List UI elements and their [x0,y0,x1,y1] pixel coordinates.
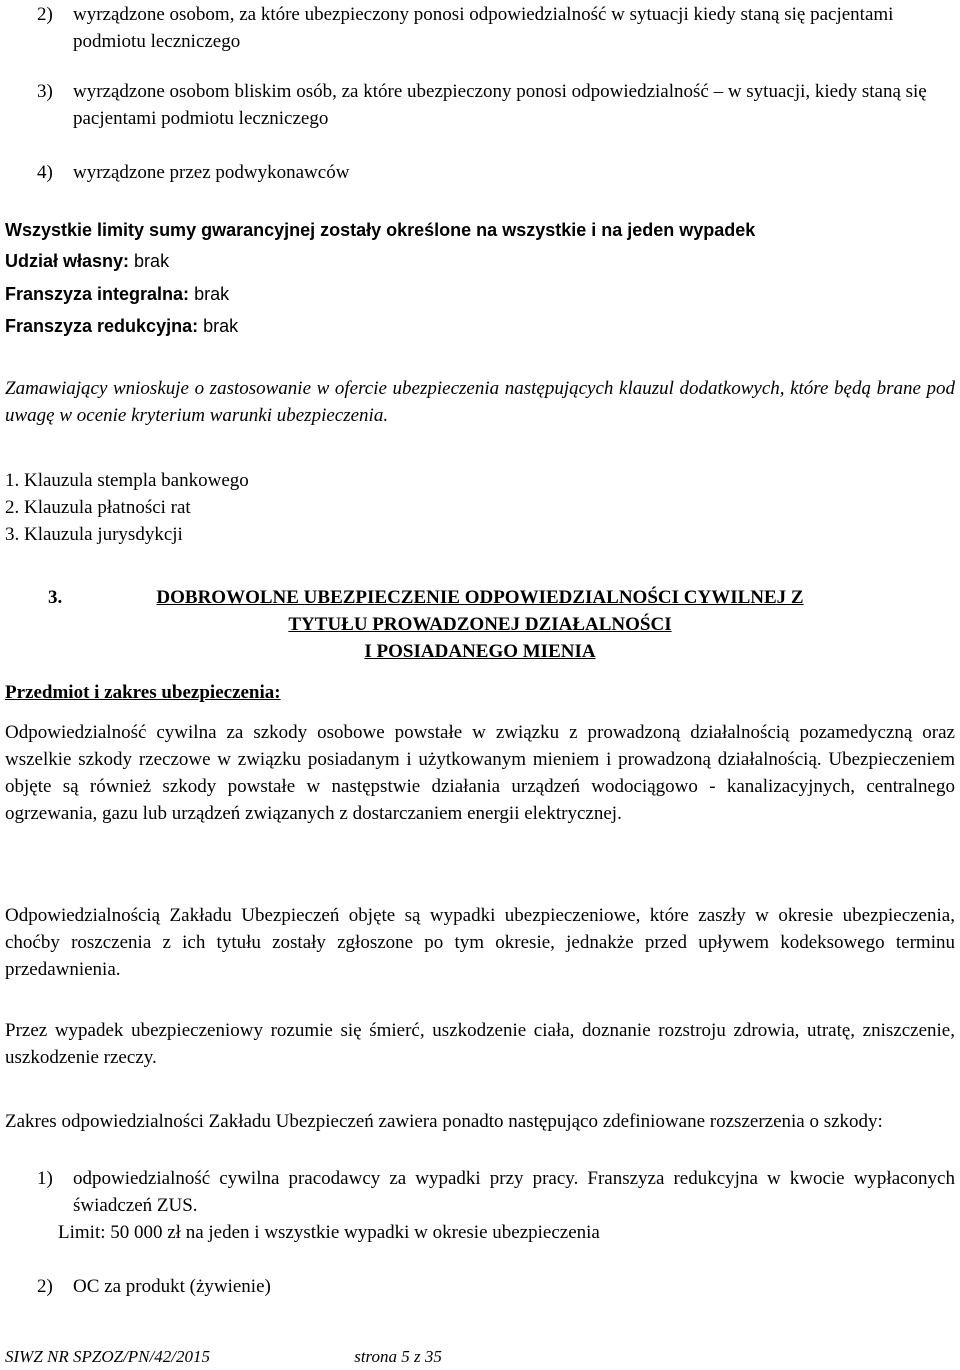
list-text: OC za produkt (żywienie) [73,1276,271,1297]
list-number: 3) [37,81,53,102]
deductible-label: Franszyza integralna: [5,284,190,304]
subheading: Przedmiot i zakres ubezpieczenia: [5,682,281,703]
page-footer [5,1343,442,1370]
deductible-value: brak [194,284,230,304]
limit-note: Limit: 50 000 zł na jeden i wszystkie wypadki w okresie ubezpieczenia [58,1222,600,1243]
list-item: 2. Klauzula płatności rat [5,497,191,518]
deductible-label: Franszyza redukcyjna: [5,316,199,336]
deductible-value: brak [203,316,239,336]
clauses-list [5,467,605,548]
clauses-intro: Zamawiający wnioskuje o zastosowanie w ofercie ubezpieczenia następujących klauzul dodatkowych, które będą brane pod uwagę w ocenie kryterium warunki ubezpieczenia. [5,378,955,426]
document-reference: SIWZ NR SPZOZ/PN/42/2015 [5,1347,210,1366]
deductible-own [5,248,955,275]
section-title-line: TYTUŁU PROWADZONEJ DZIAŁALNOŚCI [288,614,672,635]
deductible-value: brak [134,251,170,271]
paragraph: Odpowiedzialnością Zakładu Ubezpieczeń objęte są wypadki ubezpieczeniowe, które zaszły w okresie ubezpieczenia, choćby roszczenia z ich tytułu zostały zgłoszone po tym okresie, jednakże przed upływem kodeksowego terminu przedawnienia. [5,905,955,980]
list-text: odpowiedzialność cywilna pracodawcy za wypadki przy pracy. Franszyza redukcyjna w kwocie wypłaconych świadczeń ZUS. [73,1168,955,1216]
list-item [37,159,955,186]
list-text: wyrządzone osobom bliskim osób, za które ubezpieczony ponosi odpowiedzialność – w sytuacji, kiedy staną się pacjentami podmiotu leczniczego [73,81,927,129]
paragraph: Przez wypadek ubezpieczeniowy rozumie się śmierć, uszkodzenie ciała, doznanie rozstroju zdrowia, utratę, zniszczenie, uszkodzenie rzeczy. [5,1020,955,1068]
list-item [37,1,955,55]
list-item: 1. Klauzula stempla bankowego [5,470,249,491]
deductible-label: Udział własny: [5,251,130,271]
list-text: wyrządzone osobom, za które ubezpieczony ponosi odpowiedzialność w sytuacji kiedy staną się pacjentami podmiotu leczniczego [73,4,894,52]
section-title-line: DOBROWOLNE UBEZPIECZENIE ODPOWIEDZIALNOŚCI CYWILNEJ Z [156,587,804,608]
page-number: strona 5 z 35 [354,1347,442,1366]
list-item [37,1165,955,1219]
list-item: 3. Klauzula jurysdykcji [5,524,183,545]
deductible-reducing [5,313,955,340]
paragraph: Odpowiedzialność cywilna za szkody osobowe powstałe w związku z prowadzoną działalnością pozamedyczną oraz wszelkie szkody rzeczowe w związku posiadanym i użytkowanym mieniem i prowadzoną działalnością. Ubezpieczeniem objęte są również szkody powstałe w następstwie działania urządzeń wodociągowo - kanalizacyjnych, centralnego ogrzewania, gazu lub urządzeń związanych z dostarczaniem energii elektrycznej. [5,722,955,824]
deductible-integral [5,281,955,308]
list-number: 2) [37,4,53,25]
limits-note: Wszystkie limity sumy gwarancyjnej zostały określone na wszystkie i na jeden wypadek [5,220,756,240]
list-item [37,1273,955,1300]
list-number: 4) [37,162,53,183]
section-title-line: I POSIADANEGO MIENIA [364,641,596,662]
list-text: wyrządzone przez podwykonawców [73,162,350,183]
list-item [37,78,955,132]
section-heading [40,584,920,665]
list-number: 2) [37,1276,53,1297]
section-number: 3. [48,587,63,608]
list-number: 1) [37,1168,53,1189]
paragraph: Zakres odpowiedzialności Zakładu Ubezpieczeń zawiera ponadto następująco zdefiniowane rozszerzenia o szkody: [5,1111,883,1132]
